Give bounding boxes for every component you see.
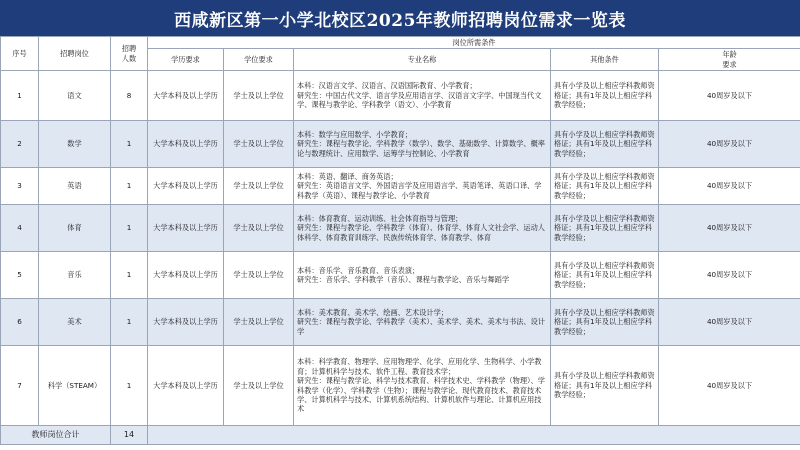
cell-age: 40周岁及以下	[659, 252, 800, 299]
header-other: 其他条件	[551, 49, 659, 71]
header-age: 年龄 要求	[659, 49, 800, 71]
cell-other: 具有小学及以上相应学科教师资格证；具有1年及以上相应学科教学经验；	[551, 299, 659, 346]
cell-age: 40周岁及以下	[659, 299, 800, 346]
cell-seq: 4	[1, 205, 39, 252]
table-row	[1, 346, 800, 426]
recruitment-table	[0, 36, 800, 445]
cell-other: 具有小学及以上相应学科教师资格证；具有1年及以上相应学科教学经验；	[551, 71, 659, 121]
cell-post: 体育	[39, 205, 111, 252]
table-row	[1, 205, 800, 252]
cell-count: 1	[111, 299, 148, 346]
cell-degree: 学士及以上学位	[224, 71, 294, 121]
total-blank	[148, 426, 800, 445]
cell-major: 本科：美术教育、美术学、绘画、艺术设计学； 研究生：课程与教学论、学科教学（美术）、美术学、美术、美术与书法、设计学	[294, 299, 551, 346]
cell-count: 1	[111, 168, 148, 205]
cell-post: 音乐	[39, 252, 111, 299]
table-row	[1, 168, 800, 205]
cell-major: 本科：英语、翻译、商务英语； 研究生：英语语言文学、外国语言学及应用语言学、英语笔译、英语口译、学科教学（英语）、课程与教学论、小学教育	[294, 168, 551, 205]
cell-degree: 学士及以上学位	[224, 299, 294, 346]
header-degree: 学位要求	[224, 49, 294, 71]
cell-major: 本科：数学与应用数学、小学教育； 研究生：课程与教学论、学科教学（数学）、数学、基础数学、计算数学、概率论与数理统计、应用数学、运筹学与控制论、小学教育	[294, 121, 551, 168]
cell-major: 本科：汉语言文学、汉语言、汉语国际教育、小学教育； 研究生：中国古代文学、语言学及应用语言学、汉语言文字学、中国现当代文学、课程与教学论、学科教学（语文）、小学教育	[294, 71, 551, 121]
cell-count: 1	[111, 121, 148, 168]
table-row	[1, 71, 800, 121]
header-conditions-group: 岗位所需条件	[148, 37, 800, 49]
cell-age: 40周岁及以下	[659, 121, 800, 168]
cell-degree: 学士及以上学位	[224, 205, 294, 252]
cell-other: 具有小学及以上相应学科教师资格证；具有1年及以上相应学科教学经验；	[551, 252, 659, 299]
cell-age: 40周岁及以下	[659, 346, 800, 426]
cell-seq: 6	[1, 299, 39, 346]
cell-age: 40周岁及以下	[659, 168, 800, 205]
cell-degree: 学士及以上学位	[224, 346, 294, 426]
cell-edu: 大学本科及以上学历	[148, 252, 224, 299]
cell-other: 具有小学及以上相应学科教师资格证；具有1年及以上相应学科教学经验；	[551, 205, 659, 252]
cell-seq: 3	[1, 168, 39, 205]
cell-edu: 大学本科及以上学历	[148, 121, 224, 168]
header-seq: 序号	[1, 37, 39, 71]
header-major: 专业名称	[294, 49, 551, 71]
cell-other: 具有小学及以上相应学科教师资格证；具有1年及以上相应学科教学经验；	[551, 346, 659, 426]
cell-count: 8	[111, 71, 148, 121]
cell-post: 科学（STEAM）	[39, 346, 111, 426]
cell-post: 数学	[39, 121, 111, 168]
cell-edu: 大学本科及以上学历	[148, 299, 224, 346]
cell-post: 英语	[39, 168, 111, 205]
cell-age: 40周岁及以下	[659, 205, 800, 252]
cell-edu: 大学本科及以上学历	[148, 346, 224, 426]
cell-count: 1	[111, 252, 148, 299]
table-row	[1, 252, 800, 299]
cell-degree: 学士及以上学位	[224, 252, 294, 299]
cell-degree: 学士及以上学位	[224, 168, 294, 205]
cell-count: 1	[111, 205, 148, 252]
header-edu: 学历要求	[148, 49, 224, 71]
cell-other: 具有小学及以上相应学科教师资格证；具有1年及以上相应学科教学经验；	[551, 121, 659, 168]
header-count: 招聘 人数	[111, 37, 148, 71]
cell-major: 本科：科学教育、物理学、应用物理学、化学、应用化学、生物科学、小学教育；计算机科学与技术、软件工程、教育技术学； 研究生：课程与教学论、科学与技术教育、科学技术史、学科教学（物理）、学科教学（化学）、学科教学（生物）；课程与教学论、现代教育技术、教育技术学、计算机科学与技术、计算机系统结构、计算机软件与理论、计算机应用技术	[294, 346, 551, 426]
cell-seq: 5	[1, 252, 39, 299]
cell-seq: 2	[1, 121, 39, 168]
cell-edu: 大学本科及以上学历	[148, 205, 224, 252]
total-row	[1, 426, 800, 445]
total-count: 14	[111, 426, 148, 445]
table-row	[1, 299, 800, 346]
cell-degree: 学士及以上学位	[224, 121, 294, 168]
cell-major: 本科：体育教育、运动训练、社会体育指导与管理； 研究生：课程与教学论、学科教学（体育）、体育学、体育人文社会学、运动人体科学、体育教育训练学、民族传统体育学、体育教学、体育	[294, 205, 551, 252]
cell-post: 语文	[39, 71, 111, 121]
cell-count: 1	[111, 346, 148, 426]
cell-edu: 大学本科及以上学历	[148, 71, 224, 121]
cell-edu: 大学本科及以上学历	[148, 168, 224, 205]
header-post: 招聘岗位	[39, 37, 111, 71]
table-row	[1, 121, 800, 168]
cell-age: 40周岁及以下	[659, 71, 800, 121]
cell-other: 具有小学及以上相应学科教师资格证；具有1年及以上相应学科教学经验；	[551, 168, 659, 205]
cell-seq: 7	[1, 346, 39, 426]
cell-post: 美术	[39, 299, 111, 346]
page-title: 西咸新区第一小学北校区2025年教师招聘岗位需求一览表	[0, 0, 800, 36]
cell-major: 本科：音乐学、音乐教育、音乐表演； 研究生：音乐学、学科教学（音乐）、课程与教学论、音乐与舞蹈学	[294, 252, 551, 299]
cell-seq: 1	[1, 71, 39, 121]
total-label: 教师岗位合计	[1, 426, 111, 445]
